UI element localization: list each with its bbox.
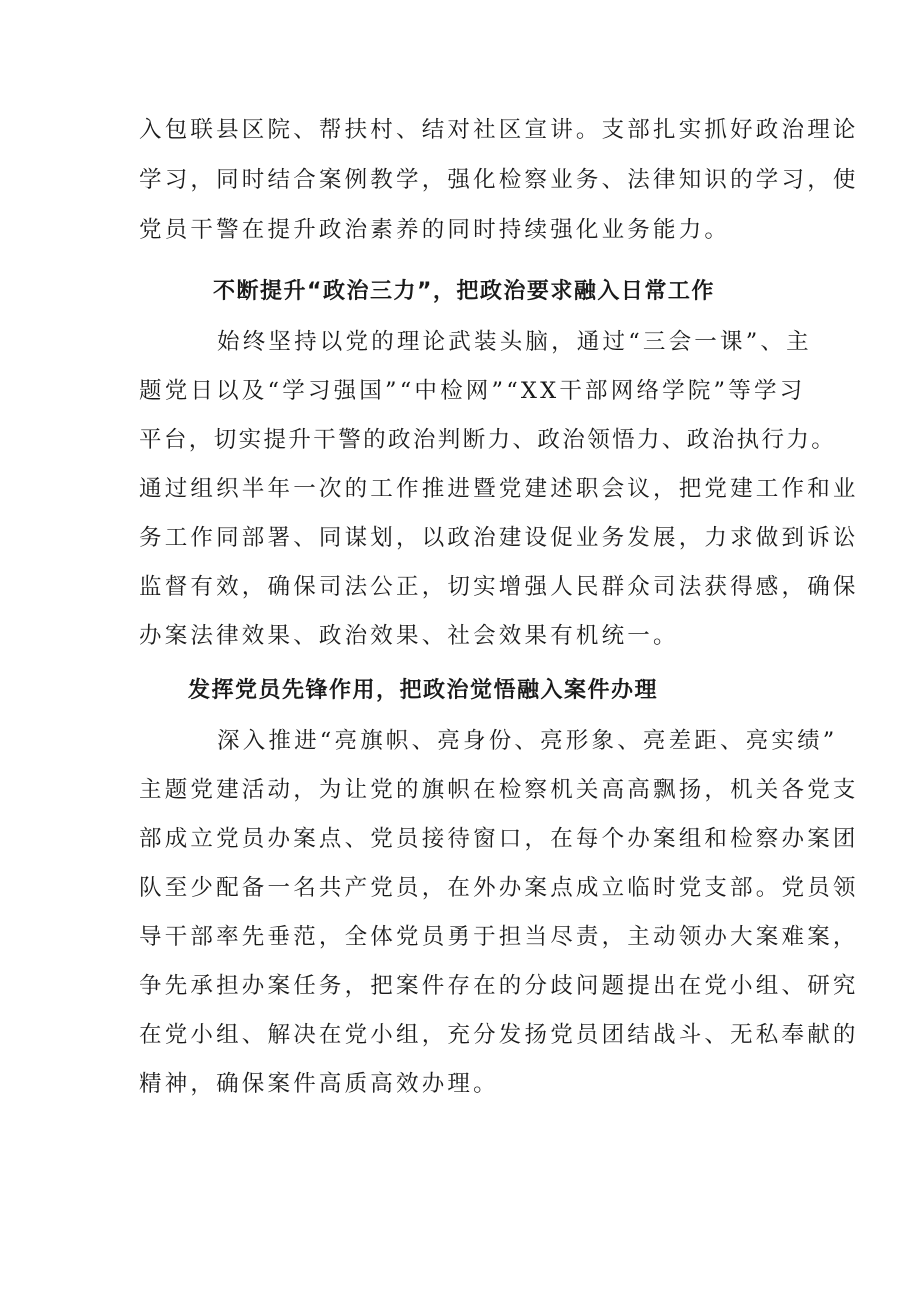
text-line: 精神，确保案件高质高效办理。 <box>139 1071 499 1097</box>
text-line: 始终坚持以党的理论武装头脑，通过“三会一课”、主 <box>217 329 812 355</box>
text-line: 入包联县区院、帮扶村、结对社区宣讲。支部扎实抓好政治理论 <box>139 117 859 143</box>
text-line: 学习，同时结合案例教学，强化检察业务、法律知识的学习，使 <box>139 167 859 193</box>
text-line: 导干部率先垂范，全体党员勇于担当尽责，主动领办大案难案， <box>139 924 859 950</box>
section-heading: 不断提升“政治三力”，把政治要求融入日常工作 <box>213 279 715 304</box>
text-line: 主题党建活动，为让党的旗帜在检察机关高高飘扬，机关各党支 <box>139 777 859 803</box>
text-line: 题党日以及“学习强国”“中检网”“XX干部网络学院”等学习 <box>139 378 806 404</box>
text-line: 务工作同部署、同谋划，以政治建设促业务发展，力求做到诉讼 <box>139 525 859 551</box>
text-line: 争先承担办案任务，把案件存在的分歧问题提出在党小组、研究 <box>139 973 859 999</box>
text-line: 通过组织半年一次的工作推进暨党建述职会议，把党建工作和业 <box>139 476 859 502</box>
text-line: 队至少配备一名共产党员，在外办案点成立临时党支部。党员领 <box>139 875 859 901</box>
text-line: 在党小组、解决在党小组，充分发扬党员团结战斗、无私奉献的 <box>139 1022 859 1048</box>
section-heading: 发挥党员先锋作用，把政治觉悟融入案件办理 <box>188 678 659 703</box>
text-line: 监督有效，确保司法公正，切实增强人民群众司法获得感，确保 <box>139 574 859 600</box>
text-line: 部成立党员办案点、党员接待窗口，在每个办案组和检察办案团 <box>139 826 859 852</box>
text-line: 平台，切实提升干警的政治判断力、政治领悟力、政治执行力。 <box>139 427 837 453</box>
text-line: 党员干警在提升政治素养的同时持续强化业务能力。 <box>139 217 731 243</box>
text-line: 办案法律效果、政治效果、社会效果有机统一。 <box>139 623 679 649</box>
text-line: 深入推进“亮旗帜、亮身份、亮形象、亮差距、亮实绩” <box>217 728 838 754</box>
